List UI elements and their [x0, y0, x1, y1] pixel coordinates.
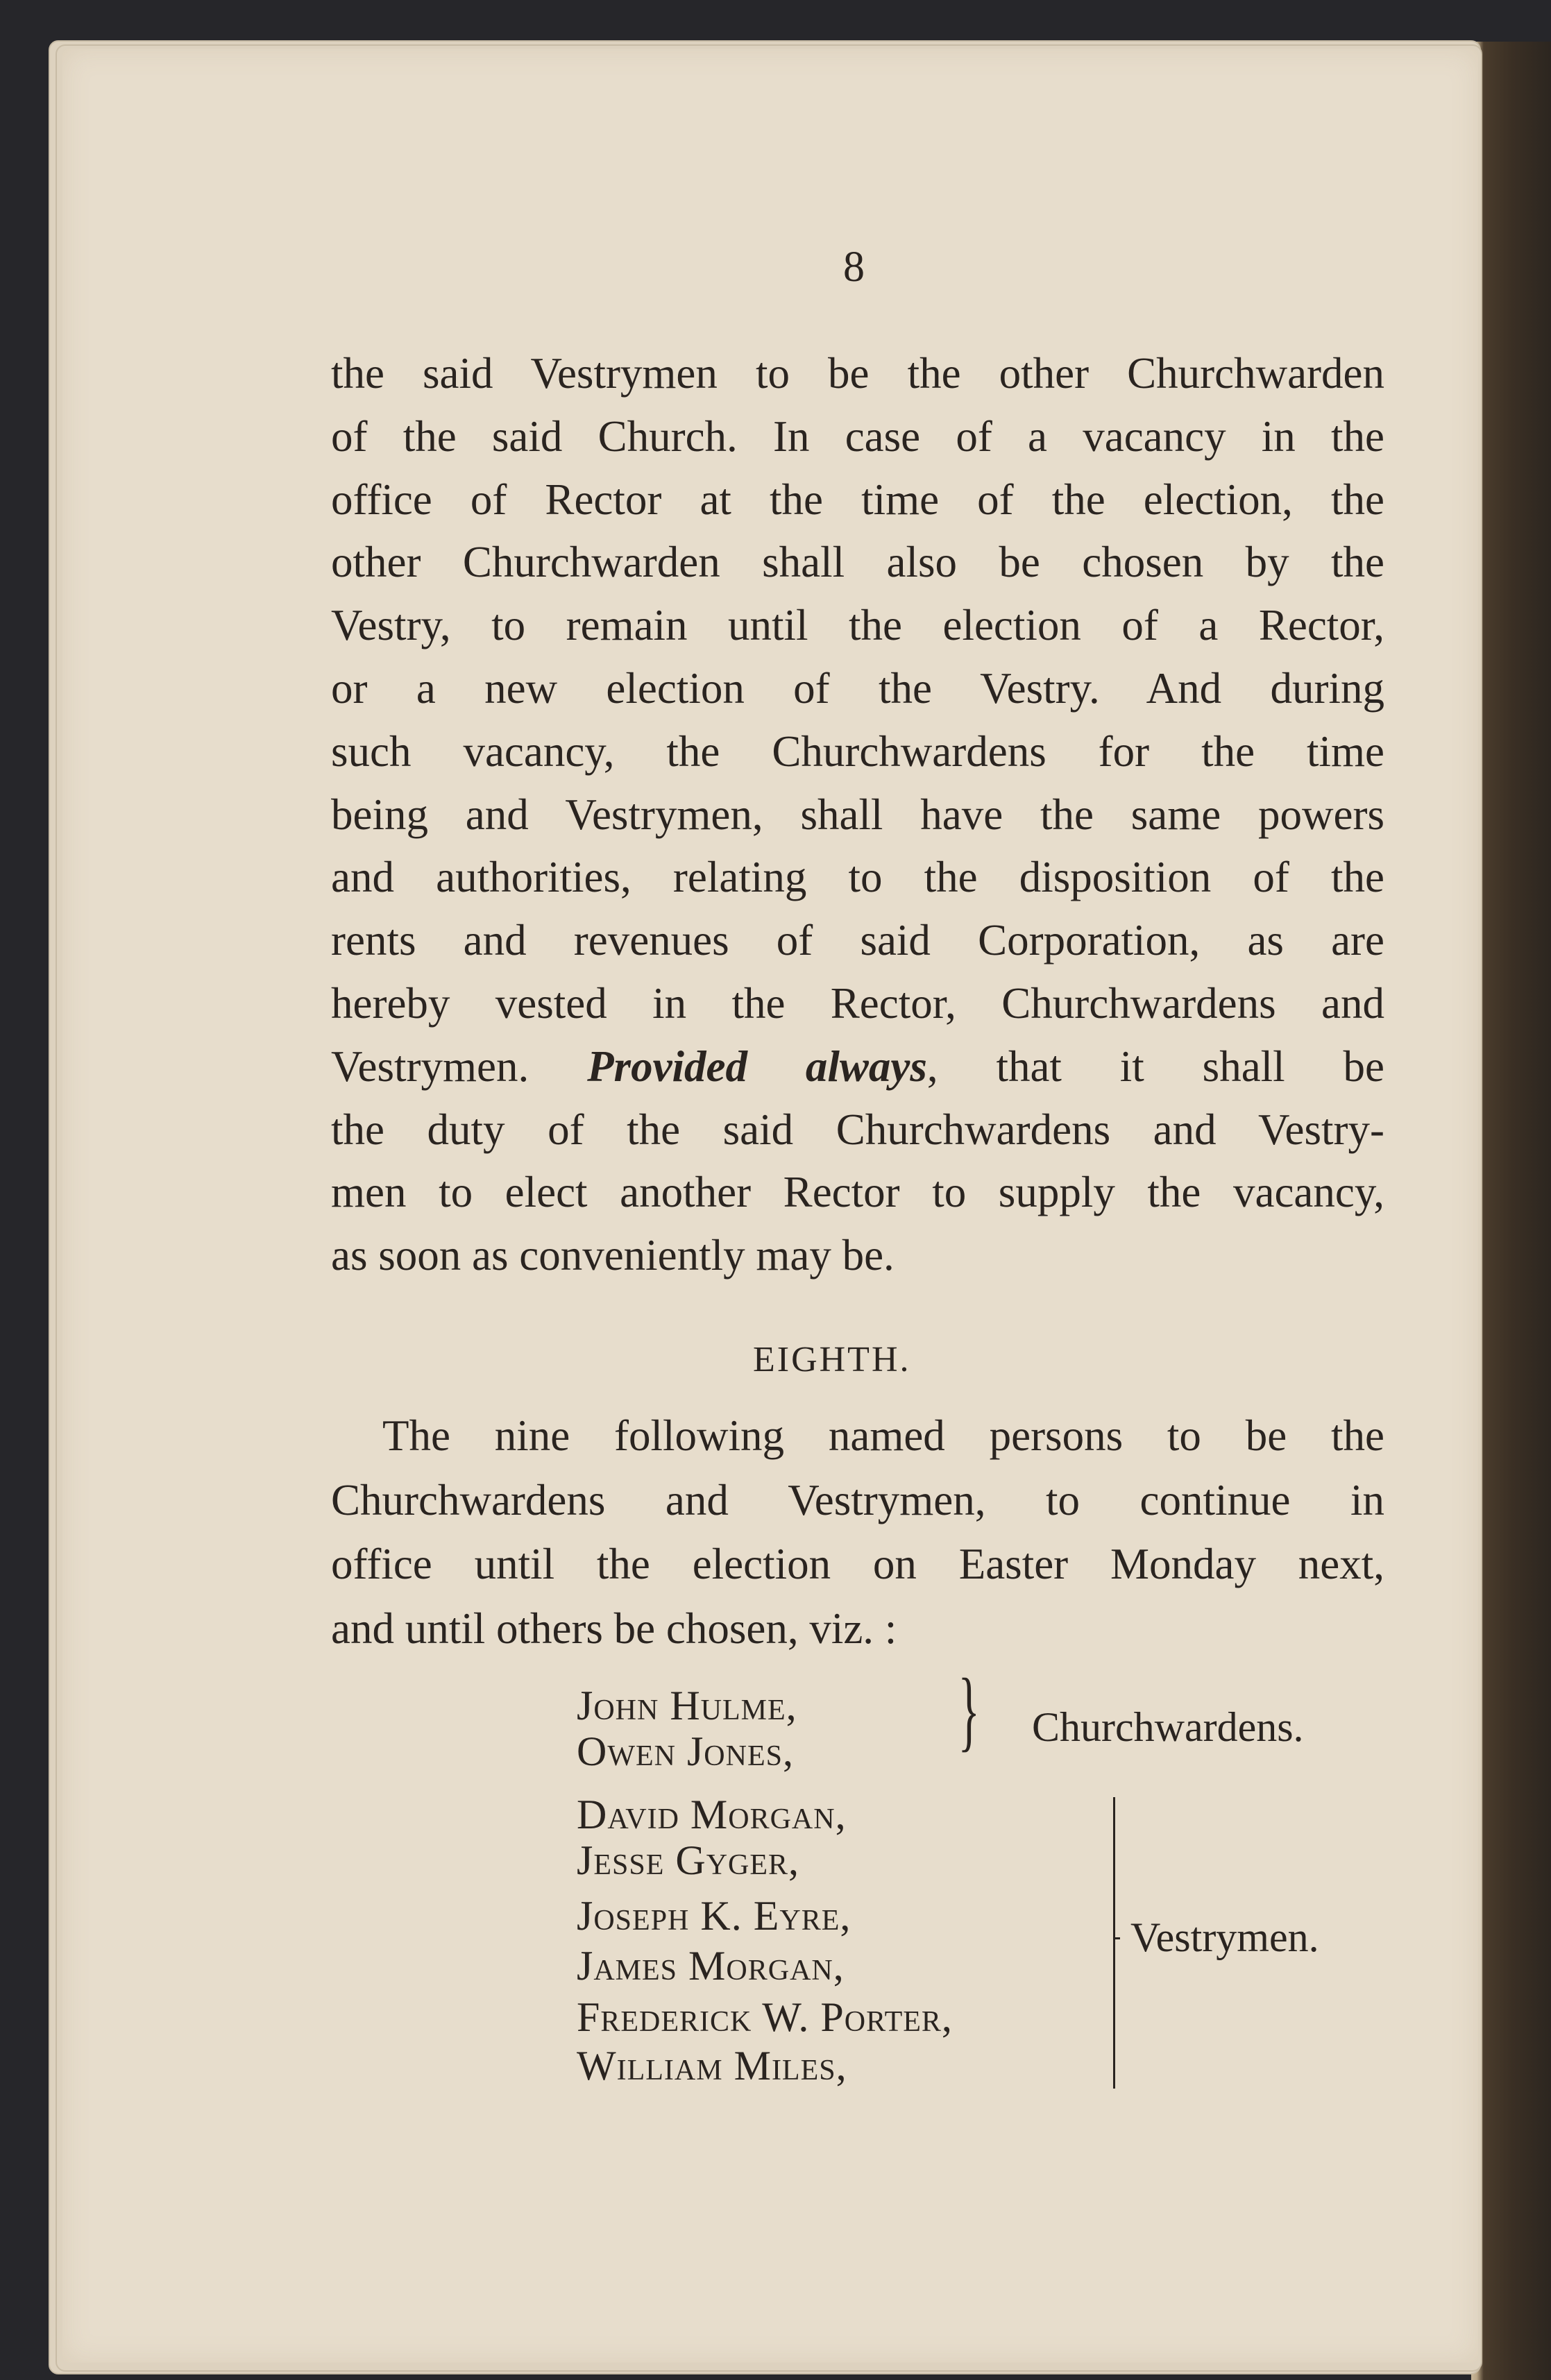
- bracket-icon: [1103, 1797, 1115, 2089]
- text-line: being and Vestrymen, shall have the same powers: [331, 790, 1384, 839]
- emphasis-text: Provided always: [587, 1042, 927, 1091]
- churchwarden-name: Owen Jones,: [577, 1728, 794, 1774]
- text-line: Churchwardens and Vestrymen, to continue in: [331, 1475, 1384, 1524]
- text-line: the duty of the said Churchwardens and Vestry-: [331, 1105, 1384, 1154]
- churchwardens-label: Churchwardens.: [1032, 1704, 1304, 1750]
- text-line: such vacancy, the Churchwardens for the time: [331, 726, 1384, 776]
- vestryman-name: Frederick W. Porter,: [577, 1994, 953, 2040]
- text-line: as soon as conveniently may be.: [331, 1231, 895, 1280]
- text-line: office until the election on Easter Monday next,: [331, 1540, 1384, 1588]
- text-line: or a new election of the Vestry. And during: [331, 664, 1384, 713]
- text-line: men to elect another Rector to supply the vacancy,: [331, 1168, 1384, 1217]
- section-heading: EIGHTH.: [753, 1340, 911, 1379]
- text-line: office of Rector at the time of the election, the: [331, 475, 1384, 524]
- adjacent-page-edge: [1471, 42, 1551, 2380]
- vestryman-name: William Miles,: [577, 2043, 847, 2089]
- churchwarden-name: John Hulme,: [577, 1683, 797, 1728]
- text-segment: Vestrymen.: [331, 1042, 588, 1091]
- text-line: [331, 1039, 1384, 1094]
- text-line: and authorities, relating to the disposition of the: [331, 853, 1384, 902]
- text-line: of the said Church. In case of a vacancy in the: [331, 411, 1384, 461]
- text-line: The nine following named persons to be the: [382, 1411, 1384, 1460]
- text-line: rents and revenues of said Corporation, as are: [331, 916, 1384, 965]
- text-line: Vestry, to remain until the election of a Rector,: [331, 601, 1384, 650]
- vestrymen-label: Vestrymen.: [1130, 1914, 1319, 1960]
- text-segment: , that it shall be: [926, 1042, 1384, 1091]
- text-line: and until others be chosen, viz. :: [331, 1604, 897, 1653]
- text-line: the said Vestrymen to be the other Churchwarden: [331, 349, 1384, 398]
- vestryman-name: David Morgan,: [577, 1792, 847, 1837]
- text-line: other Churchwarden shall also be chosen by the: [331, 538, 1384, 587]
- bracket-tip: [1113, 1937, 1120, 1939]
- text-line: hereby vested in the Rector, Churchwardens and: [331, 979, 1384, 1028]
- vestryman-name: James Morgan,: [577, 1943, 845, 1989]
- page-number: 8: [843, 244, 865, 291]
- vestryman-name: Joseph K. Eyre,: [577, 1893, 851, 1939]
- brace-icon: }: [958, 1660, 980, 1760]
- vestryman-name: Jesse Gyger,: [577, 1837, 800, 1883]
